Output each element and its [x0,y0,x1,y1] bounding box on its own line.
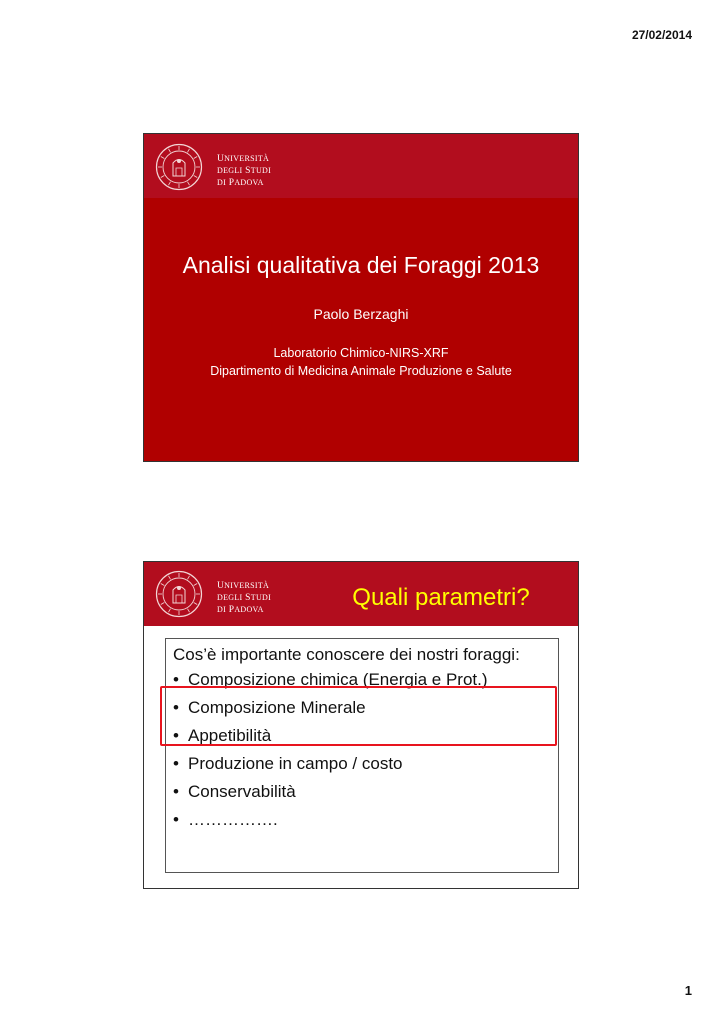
bullet-icon: • [173,810,179,829]
slide-header-band [144,134,578,198]
highlight-box [160,686,557,746]
bullet-icon: • [173,782,179,801]
affiliation [144,344,578,380]
title-slide [143,133,579,462]
page-number: 1 [684,983,692,998]
university-seal-icon [155,570,203,618]
bullet-icon: • [173,754,179,773]
slide-title: Quali parametri? [352,584,530,611]
list-item: • ……………. [173,806,550,834]
bullet-icon: • [173,726,179,745]
slide-title: Analisi qualitativa dei Foraggi 2013 [182,252,540,278]
list-item: • Composizione chimica (Energia e Prot.) [173,666,550,694]
intro-text: Cos’è importante conoscere dei nostri foraggi: [173,645,520,664]
author-name: Paolo Berzaghi [313,306,409,322]
page-date: 27/02/2014 [631,28,692,42]
university-wordmark: UNIVERSITÀ DEGLI STUDI DI PADOVA [217,154,272,188]
list-item: • Appetibilità [173,722,550,750]
content-box [165,638,559,873]
list-item: • Conservabilità [173,778,550,806]
department-name: Dipartimento di Medicina Animale Produzione e Salute [210,364,512,378]
bullet-icon: • [173,698,179,717]
university-wordmark: UNIVERSITÀ DEGLI STUDI DI PADOVA [217,581,272,615]
list-item: • Produzione in campo / costo [173,750,550,778]
bullet-icon: • [173,670,179,689]
university-seal-icon [155,143,203,191]
list-item: • Composizione Minerale [173,694,550,722]
parameters-slide [143,561,579,889]
lab-name: Laboratorio Chimico-NIRS-XRF [273,346,449,360]
